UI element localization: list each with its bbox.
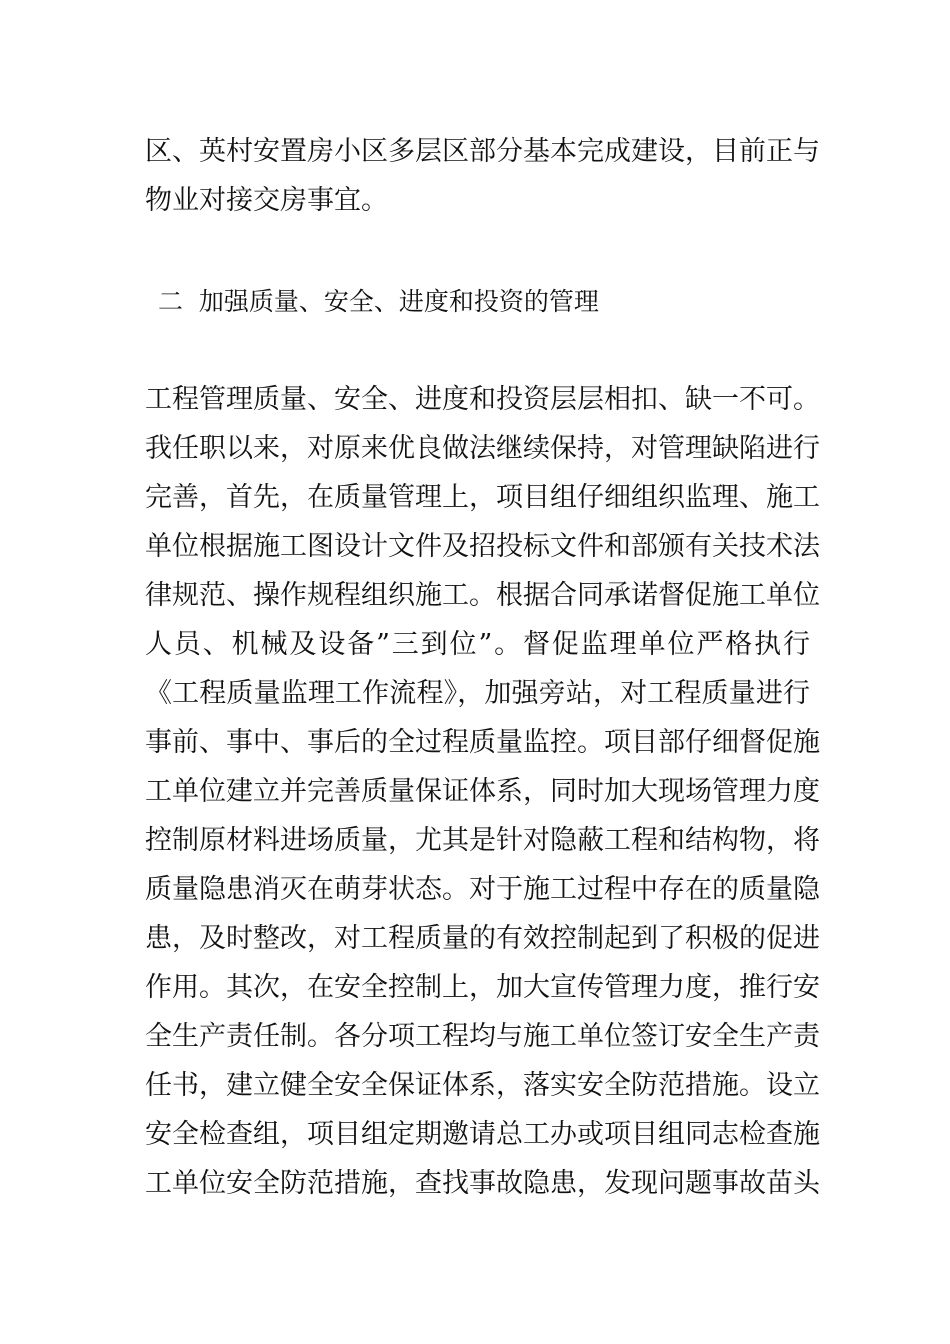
text-line: 完善，首先，在质量管理上，项目组仔细组织监理、施工 xyxy=(145,482,820,513)
text-line: 区、英村安置房小区多层区部分基本完成建设，目前正与 xyxy=(145,136,820,167)
text-line: 人员、机械及设备”三到位”。督促监理单位严格执行 xyxy=(145,629,810,660)
text-line: 任书，建立健全安全保证体系，落实安全防范措施。设立 xyxy=(145,1070,820,1101)
text-line: 物业对接交房事宜。 xyxy=(145,185,388,216)
text-line: 作用。其次，在安全控制上，加大宣传管理力度，推行安 xyxy=(145,972,820,1003)
text-line: 控制原材料进场质量，尤其是针对隐蔽工程和结构物，将 xyxy=(145,825,820,856)
text-line: 工程管理质量、安全、进度和投资层层相扣、缺一不可。 xyxy=(145,384,820,415)
text-line: 律规范、操作规程组织施工。根据合同承诺督促施工单位 xyxy=(145,580,820,611)
text-line: 工单位安全防范措施，查找事故隐患，发现问题事故苗头 xyxy=(145,1168,820,1199)
text-line: 质量隐患消灭在萌芽状态。对于施工过程中存在的质量隐 xyxy=(145,874,820,905)
text-line: 《工程质量监理工作流程》，加强旁站，对工程质量进行 xyxy=(145,678,810,709)
text-line: 患，及时整改，对工程质量的有效控制起到了积极的促进 xyxy=(145,923,820,954)
text-line: 单位根据施工图设计文件及招投标文件和部颁有关技术法 xyxy=(145,531,820,562)
paragraph-body xyxy=(145,375,820,1208)
text-line: 工单位建立并完善质量保证体系，同时加大现场管理力度 xyxy=(145,776,820,807)
paragraph-intro xyxy=(145,127,820,225)
section-heading: 二 加强质量、安全、进度和投资的管理 xyxy=(158,287,599,316)
text-line: 安全检查组，项目组定期邀请总工办或项目组同志检查施 xyxy=(145,1119,820,1150)
text-line: 我任职以来，对原来优良做法继续保持，对管理缺陷进行 xyxy=(145,433,820,464)
text-line: 事前、事中、事后的全过程质量监控。项目部仔细督促施 xyxy=(145,727,820,758)
text-line: 全生产责任制。各分项工程均与施工单位签订安全生产责 xyxy=(145,1021,820,1052)
